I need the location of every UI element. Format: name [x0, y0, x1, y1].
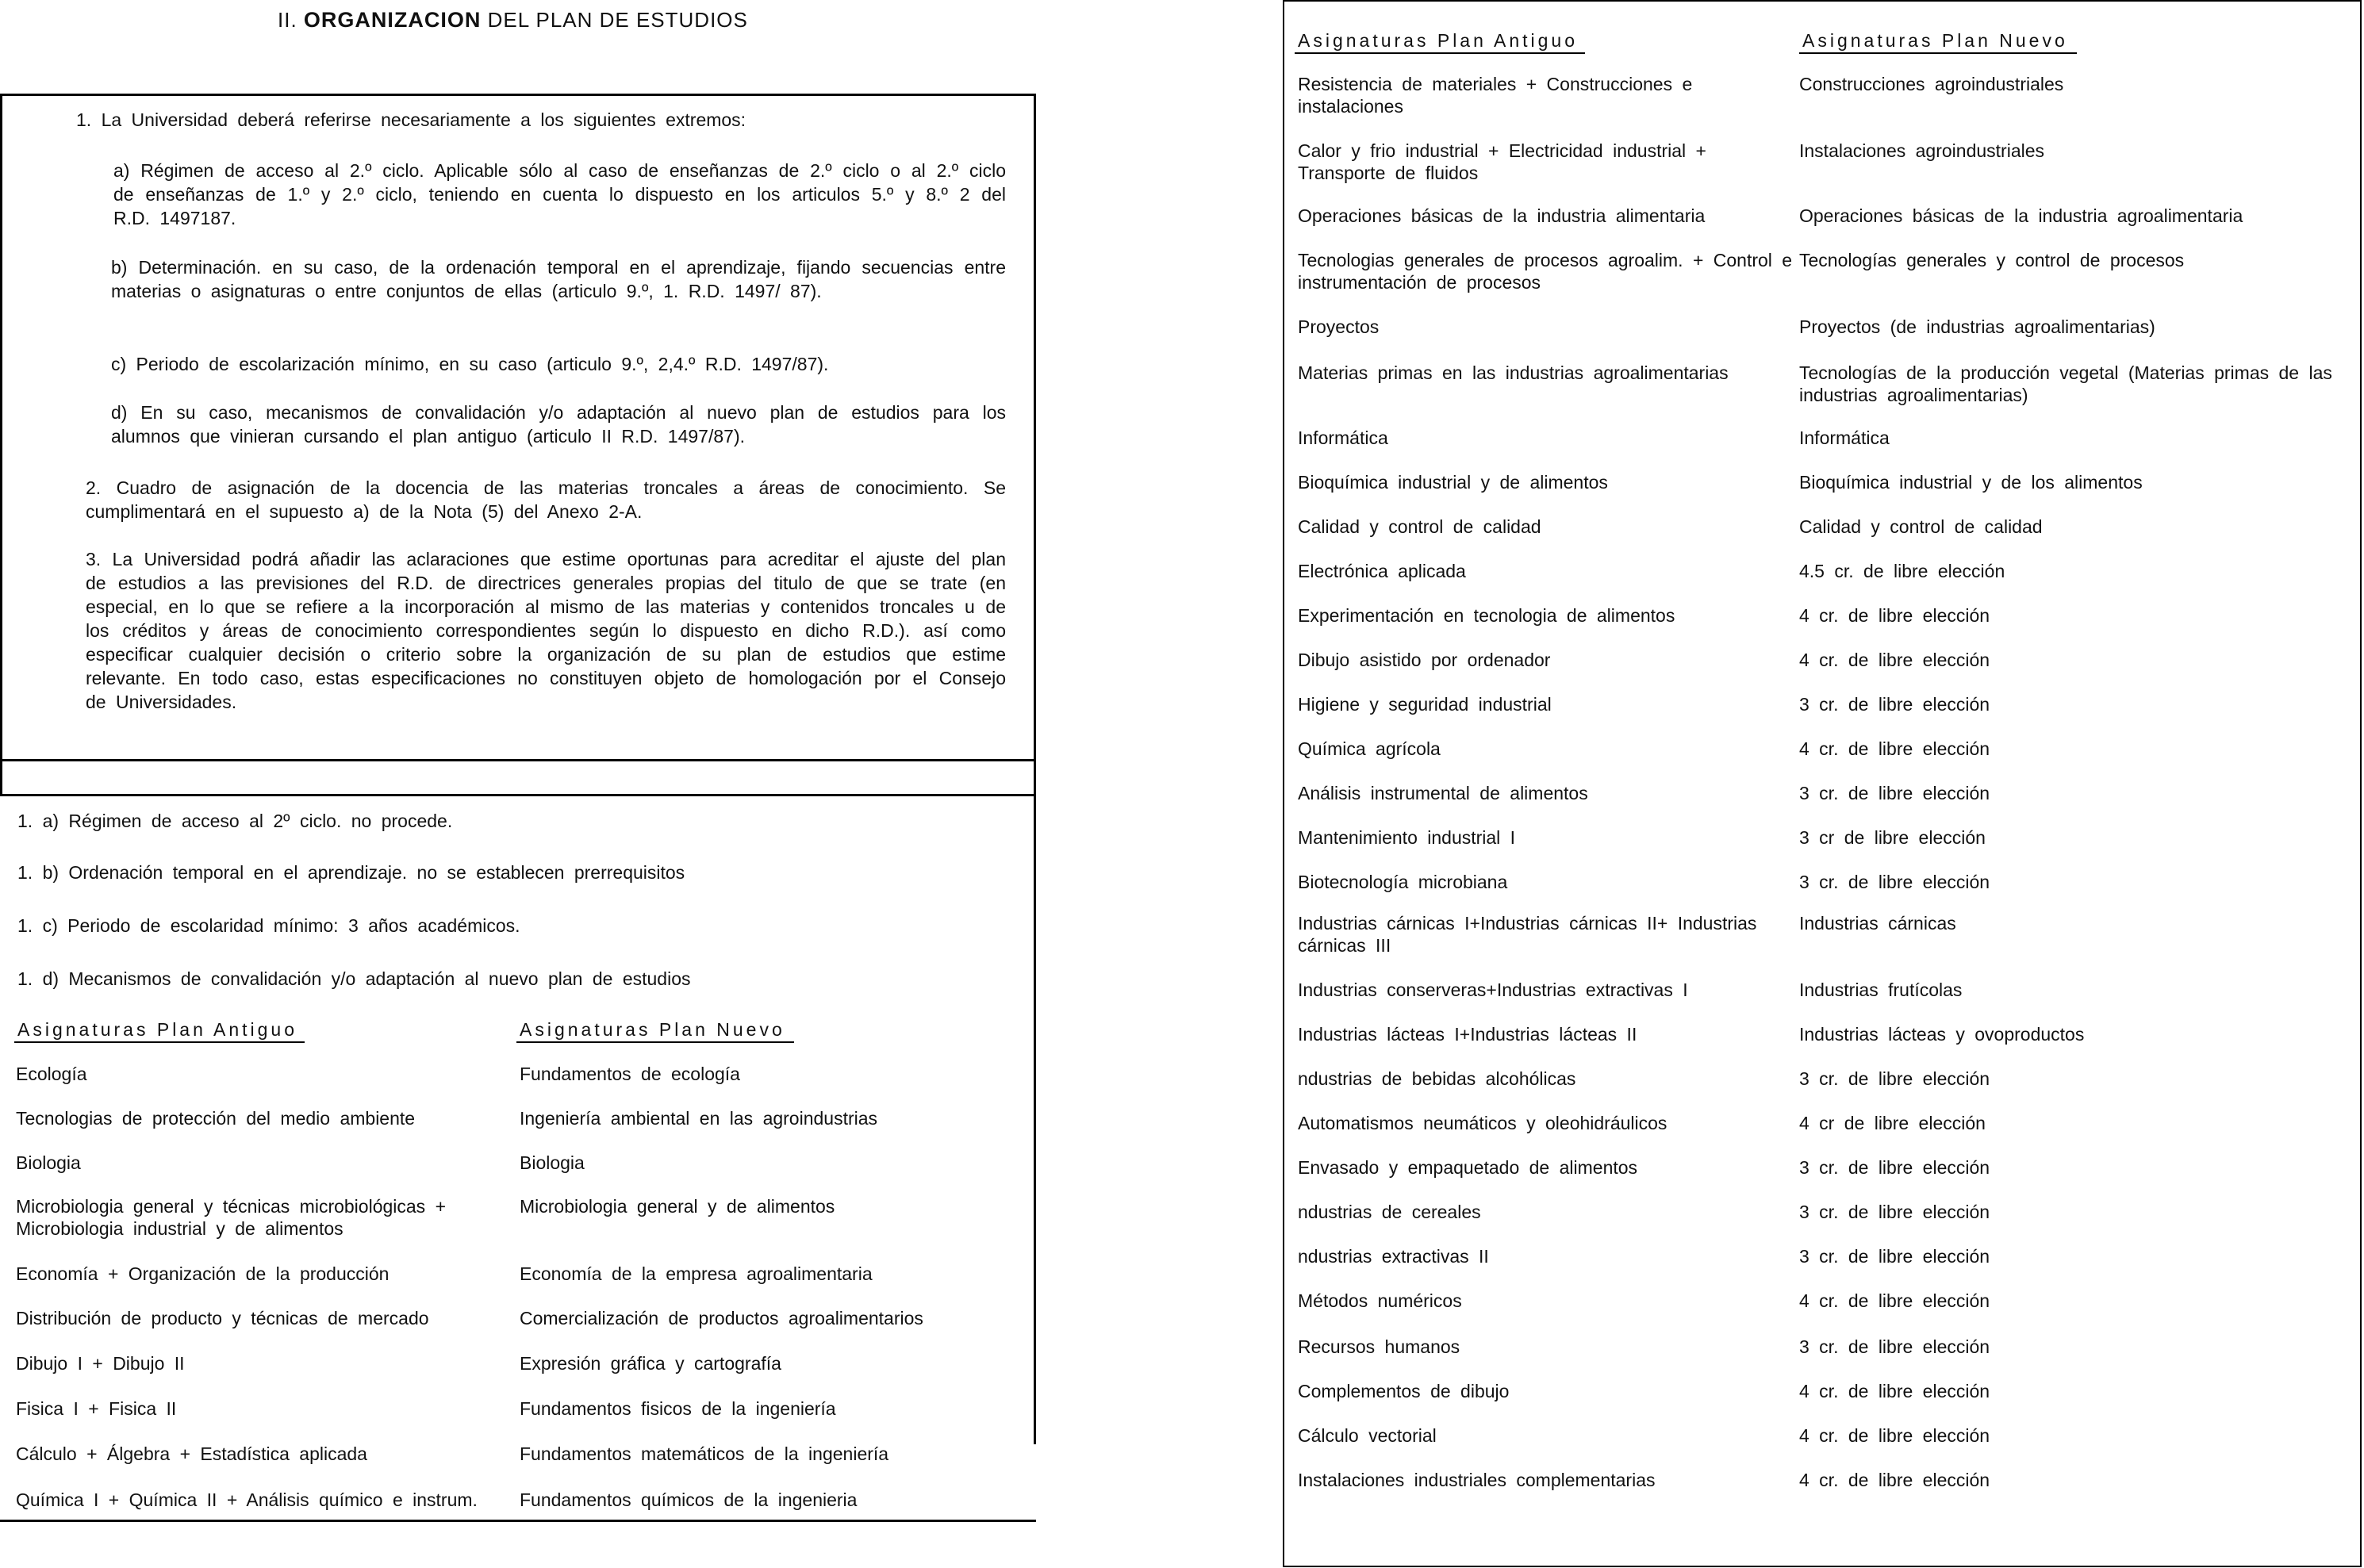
right-row-new-14: 3 cr. de libre elección — [1799, 783, 1990, 803]
right-row-new-20: 3 cr. de libre elección — [1799, 1068, 1990, 1089]
right-row-old-4: Proyectos — [1298, 316, 1380, 337]
answer-c: 1. c) Periodo de escolaridad mínimo: 3 años académicos. — [17, 915, 520, 936]
right-row-new-27: 4 cr. de libre elección — [1799, 1381, 1990, 1401]
left-row-old-9: Química I + Química II + Análisis químico e instrum. — [16, 1489, 478, 1510]
right-row-old-9: Electrónica aplicada — [1298, 561, 1466, 581]
right-row-new-23: 3 cr. de libre elección — [1799, 1202, 1990, 1222]
left-row-new-9: Fundamentos químicos de la ingenieria — [520, 1489, 858, 1510]
left-row-new-8: Fundamentos matemáticos de la ingeniería — [520, 1443, 889, 1464]
right-row-new-9: 4.5 cr. de libre elección — [1799, 561, 2005, 581]
right-row-old-29: Instalaciones industriales complementarias — [1298, 1470, 1656, 1490]
right-row-new-15: 3 cr de libre elección — [1799, 827, 1986, 848]
right-row-old-13: Química agrícola — [1298, 738, 1441, 759]
right-header-new: Asignaturas Plan Nuevo — [1802, 30, 2068, 51]
right-row-old-14: Análisis instrumental de alimentos — [1298, 783, 1588, 803]
right-row-new-19: Industrias lácteas y ovoproductos — [1799, 1024, 2085, 1045]
right-row-old-22: Envasado y empaquetado de alimentos — [1298, 1157, 1638, 1178]
left-row-old-2: Biologia — [16, 1152, 81, 1173]
right-row-old-25: Métodos numéricos — [1298, 1290, 1462, 1311]
right-row-new-17: Industrias cárnicas — [1799, 913, 1956, 934]
right-row-new-26: 3 cr. de libre elección — [1799, 1336, 1990, 1357]
left-header-old: Asignaturas Plan Antiguo — [17, 1019, 298, 1040]
right-header-old: Asignaturas Plan Antiguo — [1298, 30, 1579, 51]
instruction-d: d) En su caso, mecanismos de convalidación y/o adaptación al nuevo plan de estudios para los alumnos que vinieran cursando el plan antiguo (articulo II R.D. 1497/87). — [111, 402, 1006, 447]
page-title — [278, 8, 748, 33]
left-header-new-underline — [516, 1041, 794, 1043]
instruction-b: b) Determinación. en su caso, de la ordenación temporal en el aprendizaje, fijando secuencias entre materias o asignaturas o entre conjuntos de ellas (articulo 9.º, 1. R.D. 1497/ 87). — [111, 257, 1006, 301]
left-row-new-4: Economía de la empresa agroalimentaria — [520, 1263, 873, 1284]
right-row-old-3: Tecnologias generales de procesos agroalim. + Control e instrumentación de procesos — [1298, 250, 1793, 293]
right-row-old-0: Resistencia de materiales + Construcciones e instalaciones — [1298, 74, 1693, 117]
right-row-new-29: 4 cr. de libre elección — [1799, 1470, 1990, 1490]
right-row-new-24: 3 cr. de libre elección — [1799, 1246, 1990, 1267]
answer-b: 1. b) Ordenación temporal en el aprendizaje. no se establecen prerrequisitos — [17, 862, 685, 883]
right-row-new-2: Operaciones básicas de la industria agroalimentaria — [1799, 205, 2243, 226]
left-row-new-0: Fundamentos de ecología — [520, 1064, 740, 1084]
right-row-new-3: Tecnologías generales y control de procesos — [1799, 250, 2185, 270]
separator-box — [0, 761, 1036, 796]
answers-bottom-line — [0, 1520, 1036, 1522]
right-row-old-1: Calor y frio industrial + Electricidad industrial + Transporte de fluidos — [1298, 140, 1706, 183]
left-row-new-2: Biologia — [520, 1152, 585, 1173]
instruction-p2: 2. Cuadro de asignación de la docencia de las materias troncales a áreas de conocimiento. Se cumplimentará en el supuesto a) de la Nota (5) del Anexo 2-A. — [86, 477, 1006, 522]
left-row-old-0: Ecología — [16, 1064, 87, 1084]
left-row-new-1: Ingeniería ambiental en las agroindustrias — [520, 1108, 878, 1129]
left-row-old-7: Fisica I + Fisica II — [16, 1398, 177, 1419]
right-row-new-12: 3 cr. de libre elección — [1799, 694, 1990, 715]
right-row-old-24: ndustrias extractivas II — [1298, 1246, 1489, 1267]
right-row-old-28: Cálculo vectorial — [1298, 1425, 1437, 1446]
right-row-old-17: Industrias cárnicas I+Industrias cárnicas II+ Industrias cárnicas III — [1298, 913, 1757, 956]
right-row-old-23: ndustrias de cereales — [1298, 1202, 1481, 1222]
title-roman: II. — [278, 8, 297, 32]
right-row-old-12: Higiene y seguridad industrial — [1298, 694, 1552, 715]
left-row-old-5: Distribución de producto y técnicas de mercado — [16, 1308, 429, 1328]
title-bold: ORGANIZACION — [303, 8, 482, 32]
left-row-old-1: Tecnologias de protección del medio ambiente — [16, 1108, 416, 1129]
right-row-new-10: 4 cr. de libre elección — [1799, 605, 1990, 626]
right-row-old-21: Automatismos neumáticos y oleohidráulicos — [1298, 1113, 1667, 1133]
left-row-old-6: Dibujo I + Dibujo II — [16, 1353, 185, 1374]
title-rest: DEL PLAN DE ESTUDIOS — [487, 8, 748, 32]
right-row-new-28: 4 cr. de libre elección — [1799, 1425, 1990, 1446]
instruction-c: c) Periodo de escolarización mínimo, en su caso (articulo 9.º, 2,4.º R.D. 1497/87). — [111, 354, 829, 374]
right-row-old-26: Recursos humanos — [1298, 1336, 1460, 1357]
left-row-new-3: Microbiologia general y de alimentos — [520, 1196, 835, 1217]
right-row-new-4: Proyectos (de industrias agroalimentarias) — [1799, 316, 2155, 337]
right-row-old-15: Mantenimiento industrial I — [1298, 827, 1516, 848]
right-row-old-16: Biotecnología microbiana — [1298, 872, 1508, 892]
right-row-new-16: 3 cr. de libre elección — [1799, 872, 1990, 892]
left-header-new: Asignaturas Plan Nuevo — [520, 1019, 785, 1040]
left-row-old-4: Economía + Organización de la producción — [16, 1263, 390, 1284]
right-row-new-25: 4 cr. de libre elección — [1799, 1290, 1990, 1311]
right-row-old-11: Dibujo asistido por ordenador — [1298, 650, 1551, 670]
left-row-new-7: Fundamentos fisicos de la ingeniería — [520, 1398, 836, 1419]
right-row-new-13: 4 cr. de libre elección — [1799, 738, 1990, 759]
answer-a: 1. a) Régimen de acceso al 2º ciclo. no procede. — [17, 811, 453, 831]
right-row-old-19: Industrias lácteas I+Industrias lácteas II — [1298, 1024, 1637, 1045]
left-row-old-3: Microbiologia general y técnicas microbiológicas + Microbiologia industrial y de alimentos — [16, 1196, 446, 1239]
right-row-new-7: Bioquímica industrial y de los alimentos — [1799, 472, 2143, 493]
right-row-old-6: Informática — [1298, 427, 1388, 448]
right-row-old-8: Calidad y control de calidad — [1298, 516, 1541, 537]
right-header-new-underline — [1799, 52, 2077, 54]
answer-d: 1. d) Mecanismos de convalidación y/o adaptación al nuevo plan de estudios — [17, 968, 691, 989]
right-row-new-8: Calidad y control de calidad — [1799, 516, 2043, 537]
right-row-old-27: Complementos de dibujo — [1298, 1381, 1510, 1401]
right-row-new-21: 4 cr de libre elección — [1799, 1113, 1986, 1133]
right-row-old-18: Industrias conserveras+Industrias extractivas I — [1298, 980, 1688, 1000]
right-row-new-6: Informática — [1799, 427, 1890, 448]
left-header-old-underline — [14, 1041, 305, 1043]
right-header-old-underline — [1295, 52, 1585, 54]
instruction-p3: 3. La Universidad podrá añadir las aclaraciones que estime oportunas para acreditar el ajuste del plan de estudios a las previsiones del R.D. de directrices generales propias del titulo de que se trate (en especial, en lo que se refiere a la incorporación al mismo de las materias y contenidos troncales u de los créditos y áreas de conocimiento correspondientes según lo dispuesto en dicho R.D.). así como especificar cualquier decisión o criterio sobre la organización de su plan de estudios que estime relevante. En todo caso, estas especificaciones no constituyen objeto de homologación por el Consejo de Universidades. — [86, 549, 1006, 712]
right-row-new-5: Tecnologías de la producción vegetal (Materias primas de las industrias agroalimentarias) — [1799, 362, 2332, 405]
instruction-a: a) Régimen de acceso al 2.º ciclo. Aplicable sólo al caso de enseñanzas de 2.º ciclo o al 2.º ciclo de enseñanzas de 1.º y 2.º ciclo, teniendo en cuenta lo dispuesto en los articulos 5.º y 8.º 2 del R.D. 1497187. — [113, 160, 1006, 228]
left-row-new-5: Comercialización de productos agroalimentarios — [520, 1308, 923, 1328]
right-row-new-1: Instalaciones agroindustriales — [1799, 140, 2045, 161]
right-row-old-20: ndustrias de bebidas alcohólicas — [1298, 1068, 1576, 1089]
right-row-new-0: Construcciones agroindustriales — [1799, 74, 2064, 94]
left-row-old-8: Cálculo + Álgebra + Estadística aplicada — [16, 1443, 367, 1464]
right-row-old-7: Bioquímica industrial y de alimentos — [1298, 472, 1608, 493]
left-row-new-6: Expresión gráfica y cartografía — [520, 1353, 781, 1374]
right-row-old-10: Experimentación en tecnologia de alimentos — [1298, 605, 1675, 626]
right-row-new-22: 3 cr. de libre elección — [1799, 1157, 1990, 1178]
right-row-old-2: Operaciones básicas de la industria alimentaria — [1298, 205, 1706, 226]
right-row-new-18: Industrias frutícolas — [1799, 980, 1963, 1000]
right-row-old-5: Materias primas en las industrias agroalimentarias — [1298, 362, 1729, 383]
instruction-p1: 1. La Universidad deberá referirse necesariamente a los siguientes extremos: — [76, 109, 746, 130]
right-row-new-11: 4 cr. de libre elección — [1799, 650, 1990, 670]
